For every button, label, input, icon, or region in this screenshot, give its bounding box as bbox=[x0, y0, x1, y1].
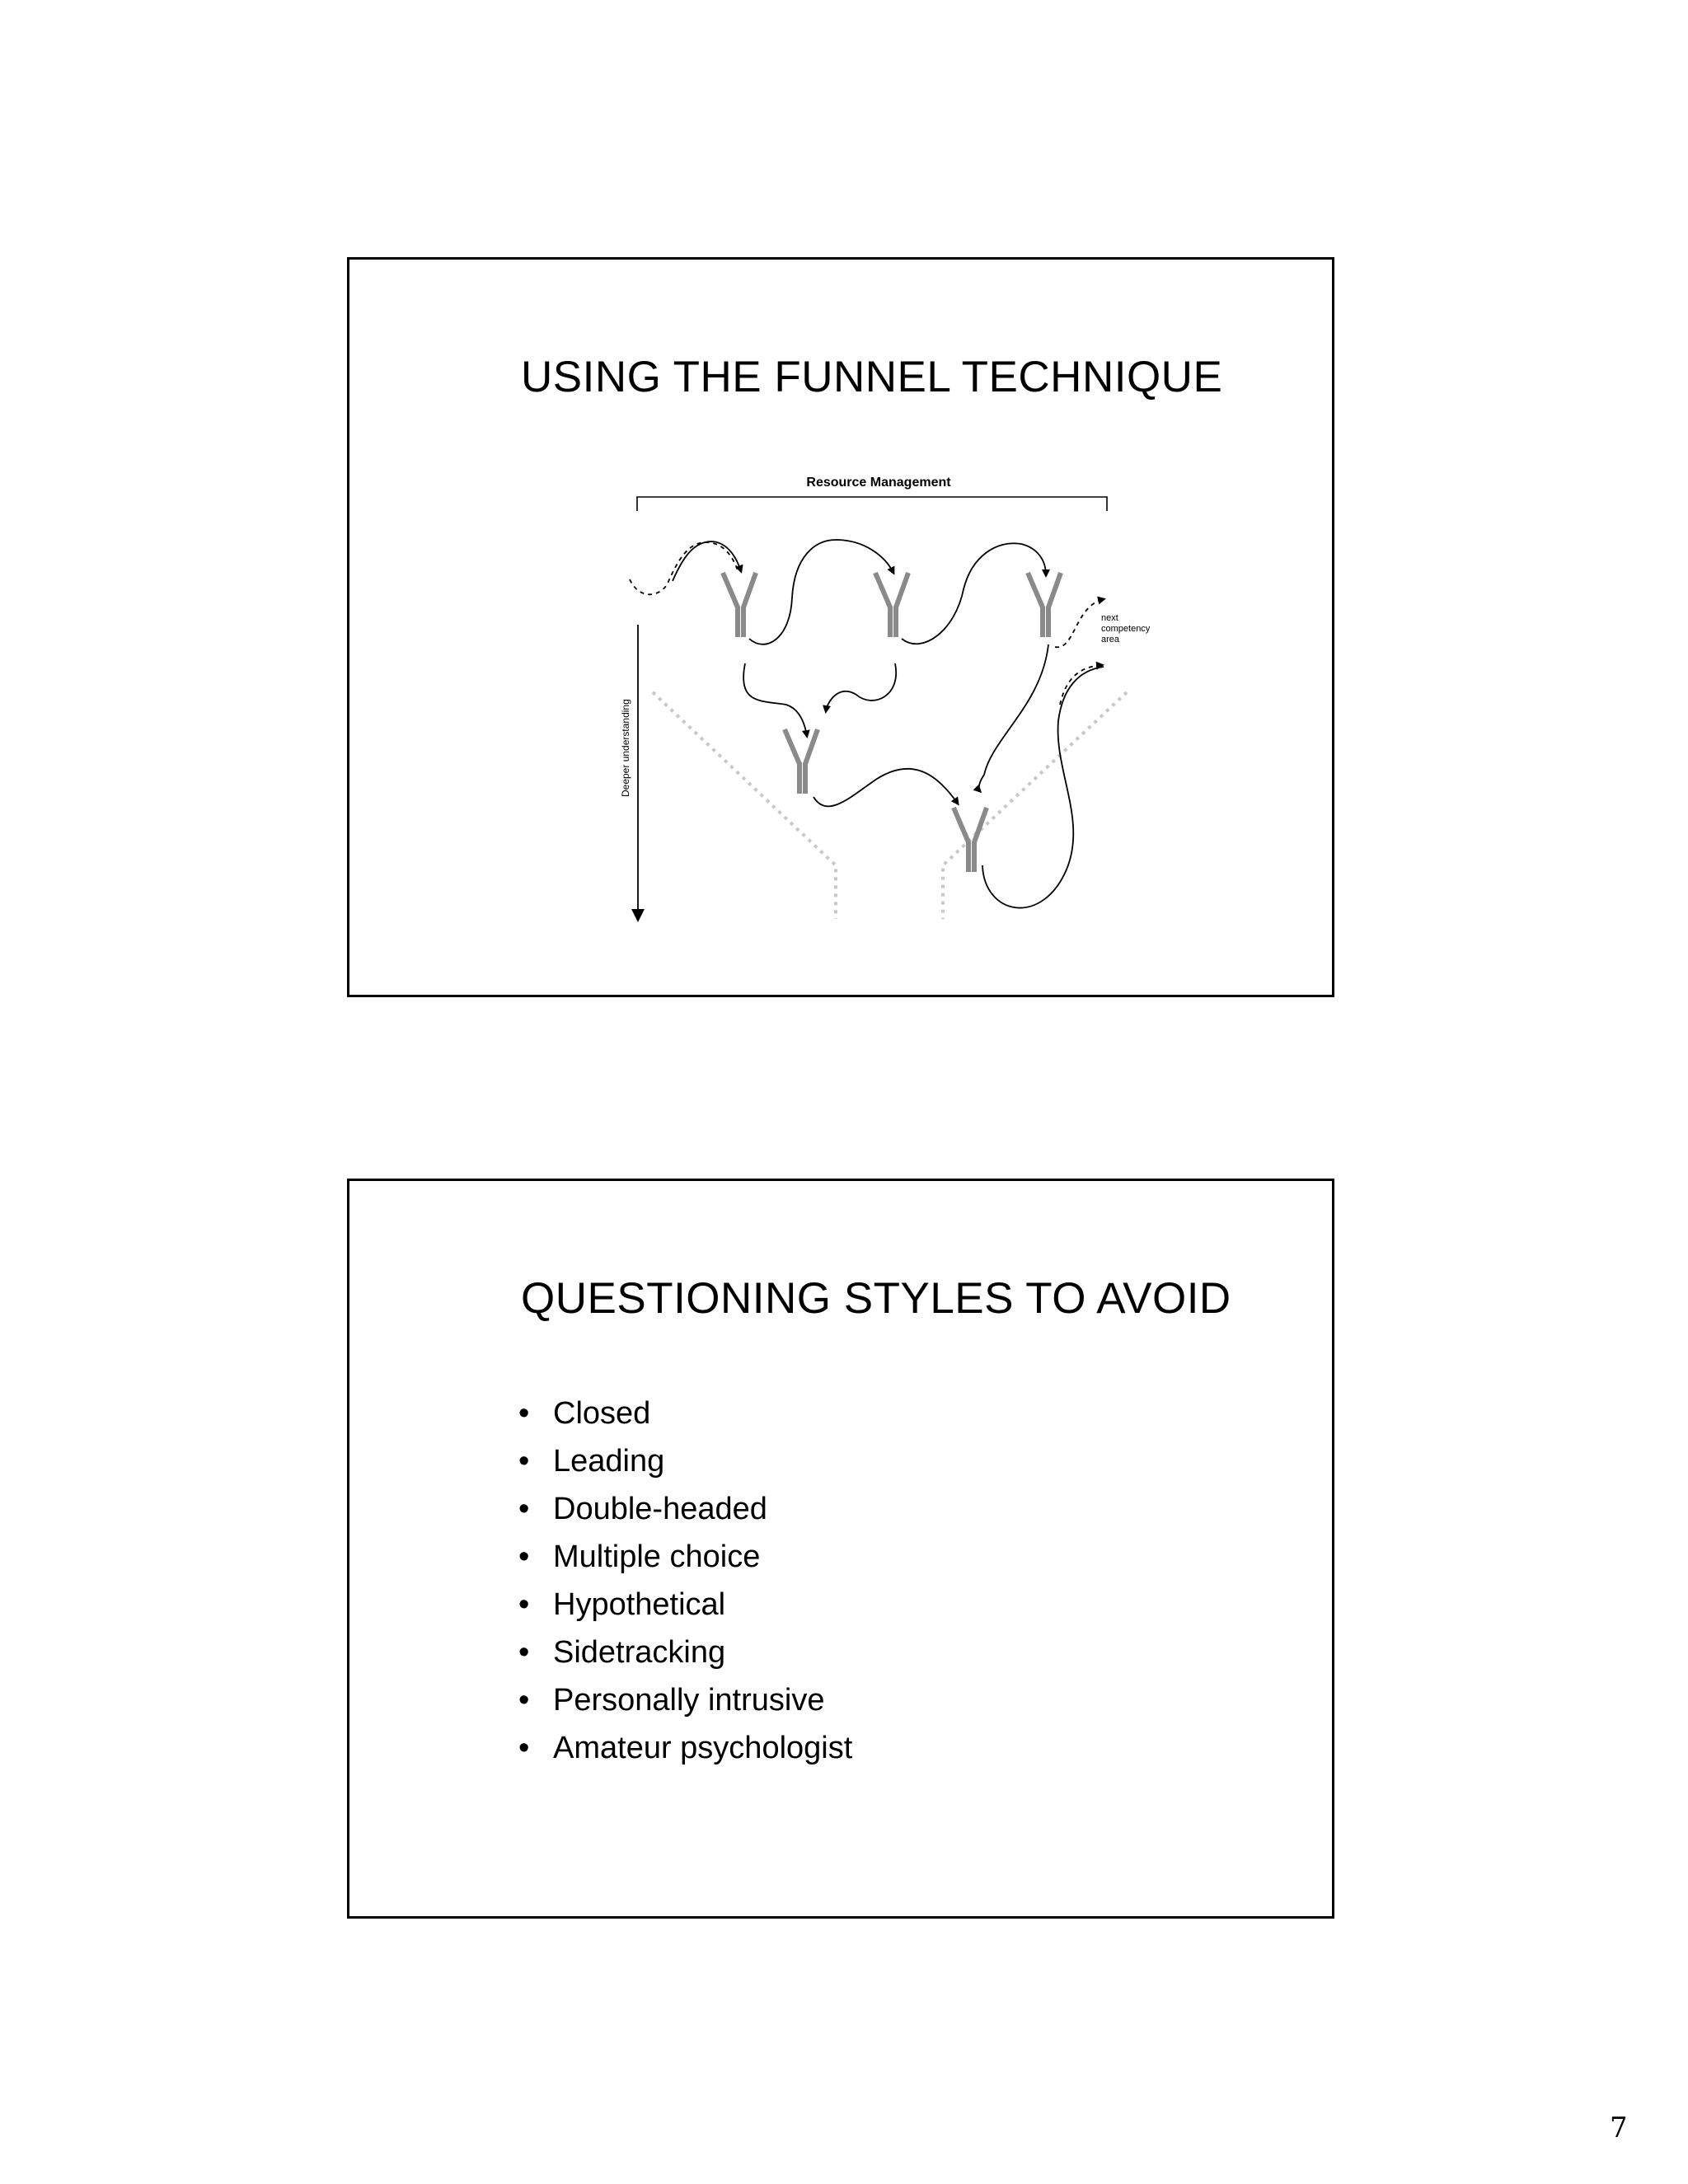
y-marker-2 bbox=[875, 573, 908, 637]
resource-bracket bbox=[637, 497, 1107, 511]
bullet-icon: • bbox=[518, 1444, 530, 1479]
bullet-list bbox=[518, 1390, 852, 1772]
slide-title: USING THE FUNNEL TECHNIQUE bbox=[521, 353, 1223, 401]
list-item: • Amateur psychologist bbox=[518, 1724, 852, 1772]
side-label-line-1: next bbox=[1101, 613, 1118, 623]
slide-funnel-technique bbox=[347, 257, 1334, 997]
y-marker-3 bbox=[1028, 573, 1061, 637]
bullet-icon: • bbox=[518, 1731, 530, 1765]
list-item: • Hypothetical bbox=[518, 1581, 852, 1629]
depth-axis-arrow bbox=[631, 909, 645, 922]
list-item: • Multiple choice bbox=[518, 1533, 852, 1581]
bullet-icon: • bbox=[518, 1396, 530, 1431]
bullet-icon: • bbox=[518, 1587, 530, 1622]
list-item: • Leading bbox=[518, 1437, 852, 1485]
page-number: 7 bbox=[1610, 2111, 1628, 2144]
slide-questioning-styles bbox=[347, 1179, 1334, 1919]
y-marker-4 bbox=[785, 729, 818, 794]
y-marker-1 bbox=[723, 573, 756, 637]
bullet-icon: • bbox=[518, 1540, 530, 1574]
axis-label: Deeper understanding bbox=[620, 699, 631, 797]
bracket-label: Resource Management bbox=[806, 476, 951, 490]
funnel-y-icons bbox=[723, 573, 1061, 872]
bullet-icon: • bbox=[518, 1683, 530, 1718]
bullet-icon: • bbox=[518, 1492, 530, 1526]
slide-title: QUESTIONING STYLES TO AVOID bbox=[521, 1274, 1231, 1323]
list-item: • Double-headed bbox=[518, 1485, 852, 1533]
funnel-walls bbox=[653, 692, 1127, 919]
list-item: • Personally intrusive bbox=[518, 1676, 852, 1724]
side-label-line-3: area bbox=[1101, 635, 1120, 644]
side-label bbox=[1101, 613, 1152, 644]
bullet-icon: • bbox=[518, 1635, 530, 1670]
flow-paths bbox=[630, 540, 1104, 908]
list-item: • Closed bbox=[518, 1390, 852, 1437]
list-item: • Sidetracking bbox=[518, 1629, 852, 1676]
funnel-diagram bbox=[349, 260, 1332, 995]
side-label-line-2: competency bbox=[1101, 624, 1151, 634]
